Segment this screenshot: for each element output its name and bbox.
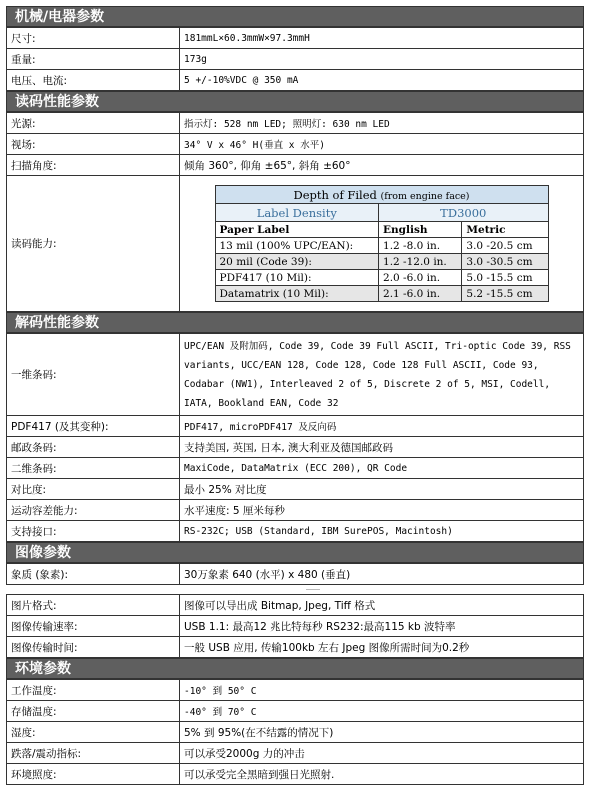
row-value: 倾角 360°, 仰角 ±65°, 斜角 ±60° — [180, 155, 584, 176]
row-value: 图像可以导出成 Bitmap, Jpeg, Tiff 格式 — [180, 595, 584, 616]
row-label: 视场: — [7, 134, 180, 155]
row-label: 存储温度: — [7, 701, 180, 722]
row-label: 工作温度: — [7, 680, 180, 701]
row-value: 181mmL×60.3mmW×97.3mmH — [180, 28, 584, 49]
dof-cell: 1.2 -8.0 in. — [379, 238, 462, 254]
row-value: USB 1.1: 最高12 兆比特每秒 RS232:最高115 kb 波特率 — [180, 616, 584, 637]
page-break-mark — [306, 589, 320, 590]
depth-of-field-cell — [180, 176, 584, 312]
depth-of-field-table — [215, 185, 549, 302]
env-table — [6, 679, 584, 785]
row-label: 尺寸: — [7, 28, 180, 49]
dof-cell: 5.2 -15.5 cm — [462, 286, 548, 302]
dof-header: Metric — [462, 222, 548, 238]
dof-header: Paper Label — [215, 222, 379, 238]
decode-table — [6, 333, 584, 542]
row-value: 可以承受完全黑暗到强日光照射. — [180, 764, 584, 785]
page-break-gap — [6, 585, 584, 594]
row-value: 30万象素 640 (水平) x 480 (垂直) — [180, 564, 584, 585]
row-label: 二维条码: — [7, 458, 180, 479]
row-label: 运动容差能力: — [7, 500, 180, 521]
row-value: 指示灯: 528 nm LED; 照明灯: 630 nm LED — [180, 113, 584, 134]
dof-cell: 5.0 -15.5 cm — [462, 270, 548, 286]
row-value: -40° 到 70° C — [180, 701, 584, 722]
row-label: 邮政条码: — [7, 437, 180, 458]
section-header-mech: 机械/电器参数 — [6, 6, 584, 27]
dof-cell: 20 mil (Code 39): — [215, 254, 379, 270]
dof-cell: PDF417 (10 Mil): — [215, 270, 379, 286]
row-label: PDF417 (及其变种): — [7, 416, 180, 437]
dof-cell: Datamatrix (10 Mil): — [215, 286, 379, 302]
row-value: 5% 到 95%(在不结露的情况下) — [180, 722, 584, 743]
mech-table — [6, 27, 584, 91]
image-table-continued — [6, 594, 584, 658]
section-header-read: 读码性能参数 — [6, 91, 584, 112]
dof-title-note: (from engine face) — [380, 190, 470, 202]
dof-title-main: Depth of Filed — [293, 187, 377, 202]
image-table — [6, 563, 584, 585]
dof-cell: 3.0 -30.5 cm — [462, 254, 548, 270]
section-header-decode: 解码性能参数 — [6, 312, 584, 333]
spec-sheet — [6, 6, 584, 785]
row-label: 重量: — [7, 49, 180, 70]
dof-label-density: Label Density — [215, 204, 379, 222]
read-table — [6, 112, 584, 312]
row-label: 图像传输时间: — [7, 637, 180, 658]
row-label: 一维条码: — [7, 334, 180, 416]
row-value: RS-232C; USB (Standard, IBM SurePOS, Macintosh) — [180, 521, 584, 542]
row-value: 173g — [180, 49, 584, 70]
row-value: 可以承受2000g 力的冲击 — [180, 743, 584, 764]
dof-cell: 2.0 -6.0 in. — [379, 270, 462, 286]
row-label: 图片格式: — [7, 595, 180, 616]
dof-model: TD3000 — [379, 204, 548, 222]
row-value: 一般 USB 应用, 传输100kb 左右 Jpeg 图像所需时间为0.2秒 — [180, 637, 584, 658]
row-label: 跌落/震动指标: — [7, 743, 180, 764]
row-label: 对比度: — [7, 479, 180, 500]
row-value: 5 +/-10%VDC @ 350 mA — [180, 70, 584, 91]
row-label: 读码能力: — [7, 176, 180, 312]
row-label: 环境照度: — [7, 764, 180, 785]
row-value: 最小 25% 对比度 — [180, 479, 584, 500]
row-label: 象质 (象素): — [7, 564, 180, 585]
row-value: -10° 到 50° C — [180, 680, 584, 701]
row-label: 图像传输速率: — [7, 616, 180, 637]
section-header-image: 图像参数 — [6, 542, 584, 563]
row-value: PDF417, microPDF417 及反向码 — [180, 416, 584, 437]
dof-cell: 2.1 -6.0 in. — [379, 286, 462, 302]
row-value: 34° V x 46° H(垂直 x 水平) — [180, 134, 584, 155]
row-value: MaxiCode, DataMatrix (ECC 200), QR Code — [180, 458, 584, 479]
row-label: 电压、电流: — [7, 70, 180, 91]
row-value: 水平速度: 5 厘米每秒 — [180, 500, 584, 521]
dof-cell: 1.2 -12.0 in. — [379, 254, 462, 270]
dof-cell: 3.0 -20.5 cm — [462, 238, 548, 254]
section-header-env: 环境参数 — [6, 658, 584, 679]
row-label: 光源: — [7, 113, 180, 134]
row-label: 扫描角度: — [7, 155, 180, 176]
dof-header: English — [379, 222, 462, 238]
dof-title — [215, 186, 548, 204]
dof-cell: 13 mil (100% UPC/EAN): — [215, 238, 379, 254]
row-label: 支持接口: — [7, 521, 180, 542]
row-value: UPC/EAN 及附加码, Code 39, Code 39 Full ASCII, Tri-optic Code 39, RSS variants, UCC/EAN 128, Code 128, Code 128 Full ASCII, Code 93, Codabar (NW1), Interleaved 2 of 5, Discrete 2 of 5, MSI, Codell, IATA, Bookland EAN, Code 32 — [180, 334, 584, 416]
row-label: 湿度: — [7, 722, 180, 743]
row-value: 支持美国, 英国, 日本, 澳大利亚及德国邮政码 — [180, 437, 584, 458]
